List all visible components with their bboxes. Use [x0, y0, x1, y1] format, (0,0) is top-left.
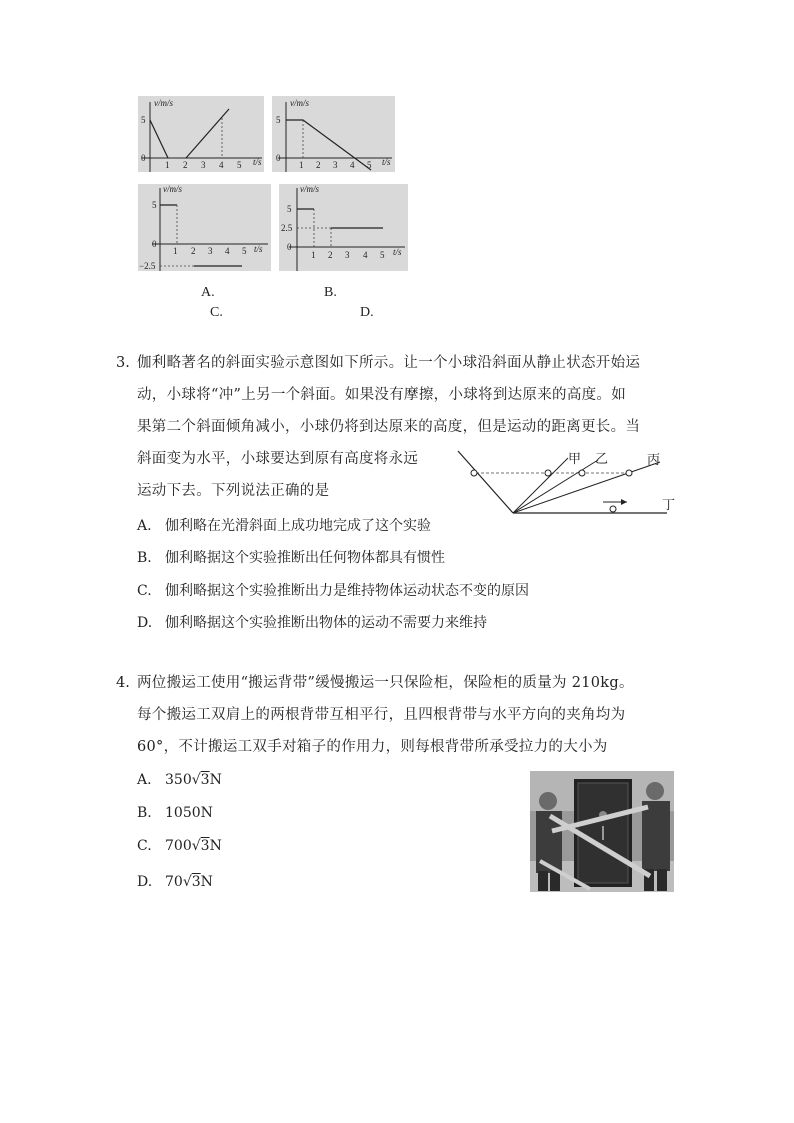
incline-yi — [513, 460, 598, 513]
q3-option-a-key: A. — [137, 518, 152, 534]
q3-line-3: 果第二个斜面倾角减小，小球仍将到达原来的高度，但是运动的距离更长。当 — [137, 419, 641, 435]
graph-d-xtick-1: 1 — [311, 250, 316, 260]
graph-d-x-label: t/s — [393, 247, 402, 257]
q3-option-d[interactable] — [137, 612, 487, 632]
q4-option-d[interactable] — [137, 874, 213, 890]
graph-a-xtick-1: 1 — [165, 160, 170, 170]
q4-option-c[interactable] — [137, 838, 222, 854]
graph-c-ytick-5: 5 — [152, 200, 157, 210]
graph-a-xtick-2: 2 — [183, 160, 188, 170]
q3-option-c-text: 伽利略据这个实验推断出力是维持物体运动状态不变的原因 — [165, 583, 529, 599]
graph-b-ytick-5: 5 — [276, 115, 281, 125]
sqrt-icon: √ — [182, 874, 192, 890]
graph-d-xtick-4: 4 — [363, 250, 368, 260]
ball-bing — [626, 470, 632, 476]
graph-c-svg — [138, 184, 271, 271]
graph-a-ytick-0: 0 — [141, 153, 146, 163]
q3-option-b-text: 伽利略据这个实验推断出任何物体都具有惯性 — [165, 550, 445, 566]
graph-b-svg — [272, 96, 395, 172]
ball-ding — [610, 506, 616, 512]
graph-c-y-label: v/m/s — [163, 184, 182, 194]
graph-c-xtick-1: 1 — [173, 246, 178, 256]
graph-a-ytick-5: 5 — [141, 115, 146, 125]
graph-c-xtick-4: 4 — [225, 246, 230, 256]
label-jia: 甲 — [568, 452, 582, 467]
graph-a-svg — [138, 96, 264, 172]
graph-c-xtick-2: 2 — [191, 246, 196, 256]
graph-b-x-label: t/s — [382, 157, 391, 167]
incline-left — [458, 451, 513, 513]
q3-line-1: 伽利略著名的斜面实验示意图如下所示。让一个小球沿斜面从静止状态开始运 — [137, 355, 641, 371]
q4-number: 4. — [116, 675, 130, 691]
ball-jia — [545, 470, 551, 476]
q4-option-a-coef: 350 — [165, 772, 192, 788]
graph-c-xtick-3: 3 — [208, 246, 213, 256]
q4-option-a-key: A. — [137, 772, 152, 788]
q3-option-a[interactable] — [137, 515, 431, 535]
graph-d-ytick-5: 5 — [287, 204, 292, 214]
q4-option-c-coef: 700 — [165, 838, 192, 854]
ball-yi — [579, 470, 585, 476]
graph-d-svg — [279, 184, 408, 271]
q4-option-b[interactable] — [137, 805, 213, 821]
graph-c — [138, 184, 271, 271]
label-ding: 丁 — [662, 498, 676, 513]
q3-line-2: 动，小球将“冲”上另一个斜面。如果没有摩擦，小球将到达原来的高度。如 — [137, 387, 627, 403]
q4-option-d-radical: 3 — [191, 874, 201, 890]
q4-option-d-coef: 70 — [165, 874, 183, 890]
q3-number: 3. — [116, 355, 130, 371]
graph-a-xtick-3: 3 — [201, 160, 206, 170]
graph-d-y-label: v/m/s — [300, 184, 319, 194]
graph-option-a[interactable]: A. — [201, 285, 215, 300]
graph-b-ytick-0: 0 — [276, 153, 281, 163]
graph-a-y-label: v/m/s — [154, 98, 173, 108]
q3-line-4: 斜面变为水平，小球要达到原有高度将永远 — [137, 451, 419, 467]
graph-a — [138, 96, 264, 172]
graph-c-ytick-neg: −2.5 — [139, 261, 156, 271]
graph-d-xtick-5: 5 — [380, 250, 385, 260]
q3-line-5: 运动下去。下列说法正确的是 — [137, 483, 330, 499]
graph-d-ytick-0: 0 — [287, 242, 292, 252]
graph-d-xtick-2: 2 — [328, 250, 333, 260]
graph-a-x-label: t/s — [253, 157, 262, 167]
q4-option-a-radical: 3 — [200, 772, 210, 788]
movers-photo-svg — [530, 771, 674, 892]
q3-option-d-key: D. — [137, 615, 153, 631]
graph-b-xtick-4: 4 — [350, 160, 355, 170]
q3-option-c[interactable] — [137, 580, 529, 600]
graph-option-b[interactable]: B. — [324, 285, 337, 300]
graph-a-segment-1 — [150, 120, 168, 158]
graph-c-x-label: t/s — [254, 244, 263, 254]
movers-photo — [530, 771, 674, 892]
q3-option-d-text: 伽利略据这个实验推断出物体的运动不需要力来维持 — [165, 615, 487, 631]
sqrt-icon: √ — [191, 838, 201, 854]
graph-a-segment-2 — [186, 109, 229, 158]
graph-b-xtick-3: 3 — [333, 160, 338, 170]
graph-b-xtick-2: 2 — [316, 160, 321, 170]
q4-line-2: 每个搬运工双肩上的两根背带互相平行，且四根背带与水平方向的夹角均为 — [137, 707, 626, 723]
q4-option-b-key: B. — [137, 805, 152, 821]
q4-option-b-text: 1050N — [165, 805, 213, 821]
q4-option-a[interactable] — [137, 772, 222, 788]
q4-line-1: 两位搬运工使用“搬运背带”缓慢搬运一只保险柜，保险柜的质量为 210kg。 — [137, 675, 634, 691]
graph-d-ytick-2-5: 2.5 — [281, 223, 293, 233]
graph-option-c[interactable]: C. — [210, 305, 223, 320]
graph-option-d[interactable]: D. — [360, 305, 374, 320]
incline-jia — [513, 458, 568, 513]
q4-option-c-radical: 3 — [200, 838, 210, 854]
graph-d — [279, 184, 408, 271]
q3-option-c-key: C. — [137, 583, 152, 599]
label-yi: 乙 — [595, 452, 609, 467]
motion-arrow-head — [621, 499, 627, 505]
sqrt-icon: √ — [191, 772, 201, 788]
q4-option-d-key: D. — [137, 874, 153, 890]
graph-b-xtick-5: 5 — [367, 160, 372, 170]
graph-b — [272, 96, 395, 172]
q3-option-b[interactable] — [137, 547, 445, 567]
q4-option-d-unit: N — [200, 874, 213, 890]
graph-c-xtick-5: 5 — [242, 246, 247, 256]
incline-diagram — [455, 446, 680, 521]
graph-b-xtick-1: 1 — [299, 160, 304, 170]
q4-option-a-unit: N — [209, 772, 222, 788]
graph-b-y-label: v/m/s — [290, 98, 309, 108]
graph-c-ytick-0: 0 — [152, 239, 157, 249]
q4-line-3: 60°，不计搬运工双手对箱子的作用力，则每根背带所承受拉力的大小为 — [137, 739, 608, 755]
graph-d-xtick-3: 3 — [345, 250, 350, 260]
incline-bing — [513, 462, 660, 513]
label-bing: 丙 — [647, 453, 661, 468]
q3-option-a-text: 伽利略在光滑斜面上成功地完成了这个实验 — [165, 518, 431, 534]
q4-option-c-unit: N — [209, 838, 222, 854]
q4-option-c-key: C. — [137, 838, 152, 854]
q3-option-b-key: B. — [137, 550, 152, 566]
graph-a-xtick-5: 5 — [237, 160, 242, 170]
ball-start — [471, 470, 477, 476]
graph-a-xtick-4: 4 — [219, 160, 224, 170]
